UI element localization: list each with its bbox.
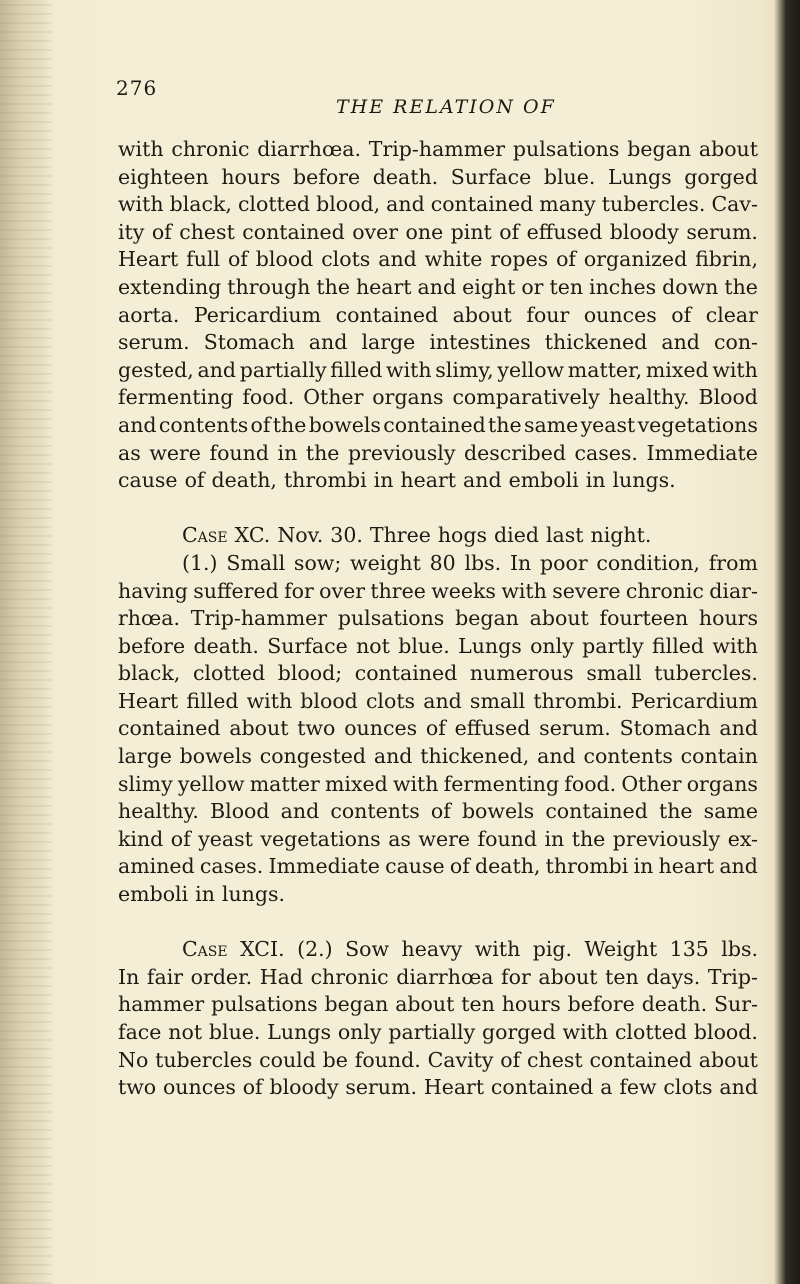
text-line: ity of chest contained over one pint of effused bloody serum. [118, 219, 758, 244]
text-line: black, clotted blood; contained numerous small tubercles. [118, 661, 758, 686]
text-line: two ounces of bloody serum. Heart contained a few clots and [118, 1075, 758, 1100]
paragraph-spacer [118, 909, 758, 937]
text-line: large bowels congested and thickened, and contents contain [118, 744, 758, 769]
paragraph-1 [118, 136, 758, 495]
text-line: contained about two ounces of effused serum. Stomach and [118, 716, 758, 741]
text-line: In fair order. Had chronic diarrhœa for about ten days. Trip- [118, 964, 758, 989]
text-line: (1.) Small sow; weight 80 lbs. In poor condition, from [182, 550, 758, 575]
text-line: slimy yellow matter mixed with fermenting food. Other organs [118, 771, 758, 796]
text-line: healthy. Blood and contents of bowels contained the same [118, 799, 758, 824]
page-edge-right [774, 0, 800, 1284]
text-line: with black, clotted blood, and contained many tubercles. Cav- [118, 192, 758, 217]
text-line: with chronic diarrhœa. Trip-hammer pulsations began about [118, 137, 758, 161]
case-heading-line: Case XC. Nov. 30. Three hogs died last night. [182, 523, 652, 548]
page-number: 276 [116, 76, 158, 100]
text-line: No tubercles could be found. Cavity of chest contained about [118, 1047, 758, 1072]
case-heading-line: Case XCI. (2.) Sow heavy with pig. Weight 135 lbs. [182, 937, 758, 962]
running-head: THE RELATION OF [336, 96, 556, 118]
text-line: face not blue. Lungs only partially gorged with clotted blood. [118, 1020, 758, 1044]
text-line: kind of yeast vegetations as were found in the previously ex- [118, 826, 758, 851]
text-line: emboli in lungs. [118, 882, 286, 907]
body-text [118, 136, 758, 1102]
text-line: serum. Stomach and large intestines thickened and con- [118, 330, 758, 355]
text-line: as were found in the previously described cases. Immediate [118, 440, 758, 465]
paragraph-spacer [118, 495, 758, 523]
text-line: rhœa. Trip-hammer pulsations began about fourteen hours [118, 606, 758, 631]
text-line: gested, and partially filled with slimy, yellow matter, mixed with [118, 357, 758, 382]
paragraph-3 [118, 936, 758, 1102]
text-line: amined cases. Immediate cause of death, thrombi in heart and [118, 854, 758, 879]
text-line: cause of death, thrombi in heart and emboli in lungs. [118, 468, 676, 493]
page-binding-left [0, 0, 52, 1284]
text-line: and contents of the bowels contained the same yeast vegetations [118, 412, 758, 437]
text-line: Heart full of blood clots and white ropes of organized fibrin, [118, 247, 758, 272]
text-line: before death. Surface not blue. Lungs only partly filled with [118, 633, 758, 658]
text-line: eighteen hours before death. Surface blue. Lungs gorged [118, 164, 758, 189]
text-line: Heart filled with blood clots and small thrombi. Pericardium [118, 688, 758, 713]
text-line: extending through the heart and eight or ten inches down the [118, 274, 758, 299]
text-line: having suffered for over three weeks with severe chronic diar- [118, 578, 758, 603]
text-line: aorta. Pericardium contained about four ounces of clear [118, 302, 758, 327]
text-line: hammer pulsations began about ten hours before death. Sur- [118, 992, 758, 1017]
text-line: fermenting food. Other organs comparatively healthy. Blood [118, 385, 758, 410]
paragraph-2 [118, 522, 758, 908]
